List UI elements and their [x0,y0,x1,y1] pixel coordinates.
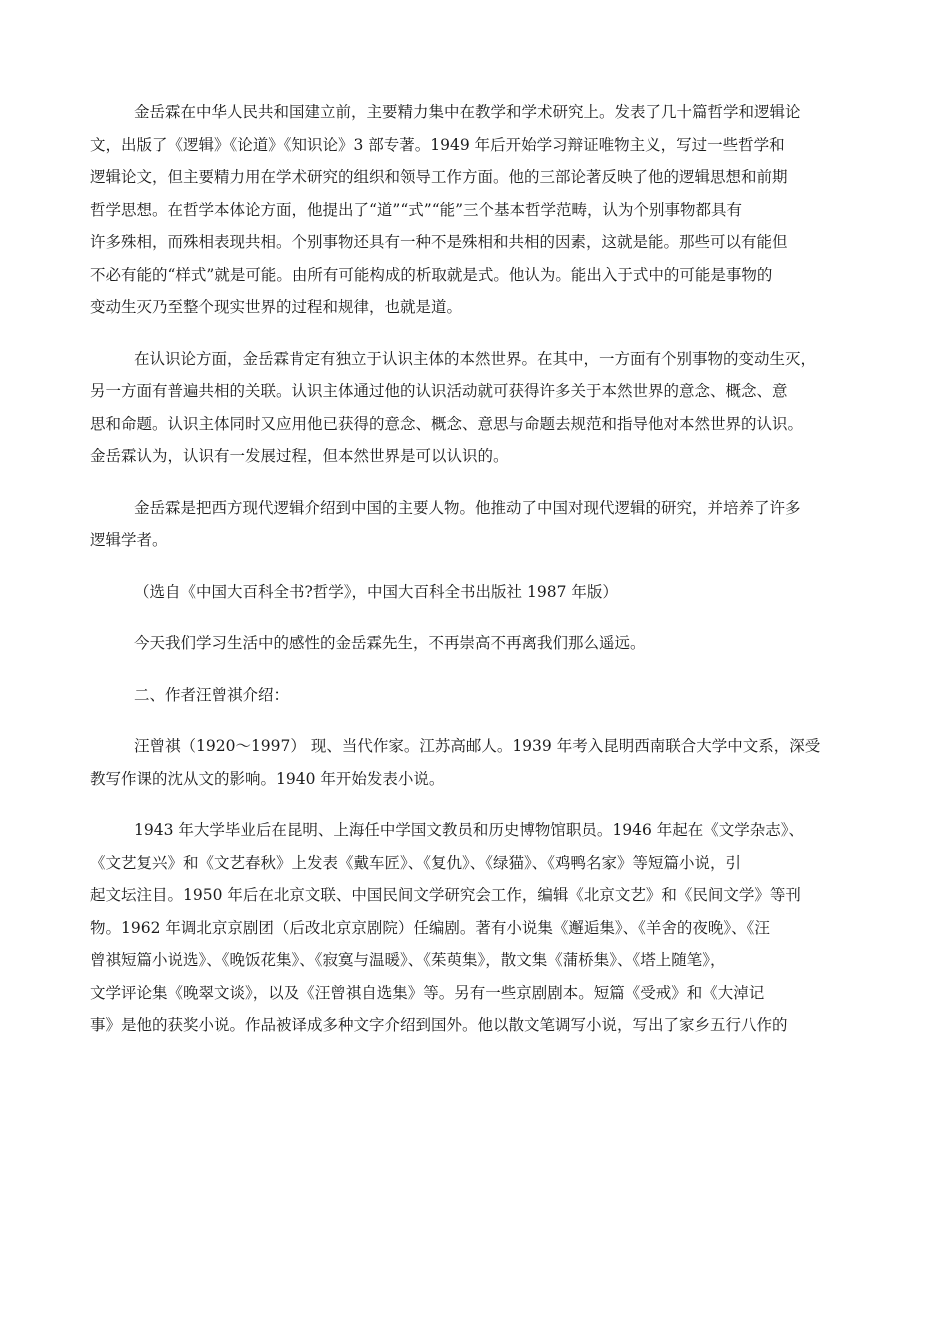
paragraph-modern-logic [90,492,860,557]
text-line: 许多殊相，而殊相表现共相。个别事物还具有一种不是殊相和共相的因素，这就是能。那些可以有能但 [90,233,788,251]
text-line: 汪曾祺（1920～1997） 现、当代作家。江苏高邮人。1939 年考入昆明西南联合大学中文系，深受 [134,737,821,755]
section-heading-author [90,679,860,712]
text-line: 二、作者汪曾祺介绍： [134,685,290,704]
text-line: 另一方面有普遍共相的关联。认识主体通过他的认识活动就可获得许多关于本然世界的意念、概念、意 [90,382,788,400]
text-line: 今天我们学习生活中的感性的金岳霖先生，不再崇高不再离我们那么遥远。 [134,634,646,652]
paragraph-wang-intro [90,730,860,795]
text-line: 逻辑论文，但主要精力用在学术研究的组织和领导工作方面。他的三部论著反映了他的逻辑思想和前期 [90,168,788,186]
text-line: 事》是他的获奖小说。作品被译成多种文字介绍到国外。他以散文笔调写小说，写出了家乡五行八作的 [90,1016,788,1034]
text-line: 曾祺短篇小说选》、《晚饭花集》、《寂寞与温暖》、《茱萸集》，散文集《蒲桥集》、《塔上随笔》， [90,951,726,969]
document-body [90,96,860,1061]
text-line: 《文艺复兴》和《文艺春秋》上发表《戴车匠》、《复仇》、《绿猫》、《鸡鸭名家》等短篇小说，引 [90,853,742,872]
text-line: 在认识论方面，金岳霖肯定有独立于认识主体的本然世界。在其中，一方面有个别事物的变动生灭， [134,349,817,368]
text-line: 起文坛注目。1950 年后在北京文联、中国民间文学研究会工作，编辑《北京文艺》和《民间文学》等刊 [90,886,801,904]
paragraph-source-citation [90,576,860,609]
text-line: 1943 年大学毕业后在昆明、上海任中学国文教员和历史博物馆职员。1946 年起在《文学杂志》、 [134,821,804,839]
text-line: 哲学思想。在哲学本体论方面，他提出了“道”“式”“能”三个基本哲学范畴，认为个别事物都具有 [90,200,743,219]
text-line: 思和命题。认识主体同时又应用他已获得的意念、概念、意思与命题去规范和指导他对本然世界的认识。 [90,414,804,433]
text-line: 金岳霖认为，认识有一发展过程，但本然世界是可以认识的。 [90,447,509,465]
text-line: 文学评论集《晚翠文谈》，以及《汪曾祺自选集》等。另有一些京剧剧本。短篇《受戒》和《大淖记 [90,983,765,1002]
text-line: 金岳霖在中华人民共和国建立前，主要精力集中在教学和学术研究上。发表了几十篇哲学和逻辑论 [134,103,801,121]
paragraph-transition [90,627,860,660]
text-line: 金岳霖是把西方现代逻辑介绍到中国的主要人物。他推动了中国对现代逻辑的研究，并培养了许多 [134,498,801,517]
text-line: 物。1962 年调北京京剧团（后改北京京剧院）任编剧。著有小说集《邂逅集》、《羊舍的夜晚》、《汪 [90,918,770,937]
paragraph-jin-early-work [90,96,860,324]
paragraph-epistemology [90,343,860,473]
text-line: 文，出版了《逻辑》《论道》《知识论》3 部专著。1949 年后开始学习辩证唯物主义，写过一些哲学和 [90,135,785,154]
text-line: 逻辑学者。 [90,531,168,549]
text-line: （选自《中国大百科全书?哲学》，中国大百科全书出版社 1987 年版） [134,582,618,601]
text-line: 教写作课的沈从文的影响。1940 年开始发表小说。 [90,769,445,788]
paragraph-wang-career [90,814,860,1042]
text-line: 不必有能的“样式”就是可能。由所有可能构成的析取就是式。他认为。能出入于式中的可能是事物的 [90,265,773,284]
text-line: 变动生灭乃至整个现实世界的过程和规律，也就是道。 [90,298,463,316]
